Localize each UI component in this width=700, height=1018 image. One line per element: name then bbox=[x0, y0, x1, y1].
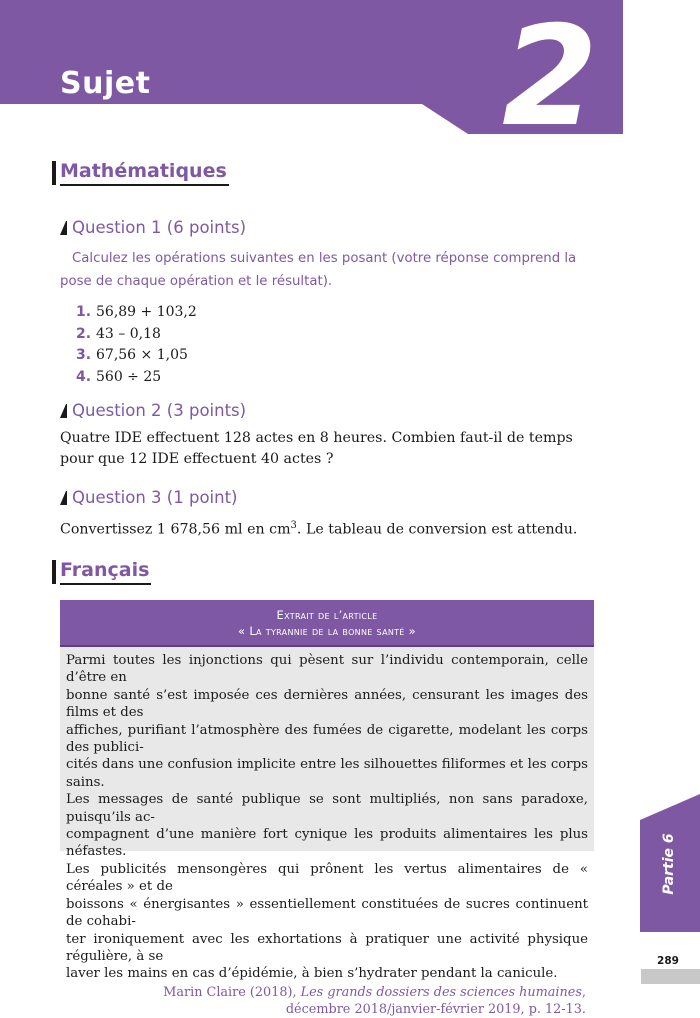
heading-accent-icon bbox=[52, 161, 56, 185]
list-item-expression: 67,56 × 1,05 bbox=[96, 347, 188, 363]
heading-accent-icon bbox=[60, 491, 67, 505]
extract-line: compagnent d’une manière fort cynique les produits alimentaires les plus néfastes. bbox=[66, 827, 588, 860]
extract-title-line-2: « La tyrannie de la bonne santé » bbox=[238, 624, 416, 638]
list-item bbox=[76, 302, 197, 324]
page-number-bar bbox=[641, 969, 700, 984]
page-title: Sujet bbox=[60, 66, 151, 101]
list-item-number: 2. bbox=[76, 325, 92, 342]
list-item-number: 4. bbox=[76, 368, 92, 385]
list-item-expression: 56,89 + 103,2 bbox=[96, 304, 197, 320]
section-heading-math bbox=[60, 160, 229, 186]
extract-line: laver les mains en cas d’épidémie, à bien s’hydrater pendant la canicule. bbox=[66, 966, 558, 982]
question-3-heading bbox=[72, 488, 237, 507]
section-heading-french-label: Français bbox=[60, 559, 150, 581]
question-2-heading-label: Question 2 (3 points) bbox=[72, 401, 247, 420]
extract-line: Parmi toutes les injonctions qui pèsent sur l’individu contemporain, celle d’être en bbox=[66, 653, 588, 686]
heading-accent-icon bbox=[52, 560, 56, 584]
question-2-heading bbox=[72, 401, 246, 420]
question-3-text bbox=[60, 515, 600, 541]
question-3-superscript: 3 bbox=[290, 520, 297, 531]
extract-line: cités dans une confusion implicite entre les silhouettes filiformes et les corps sains. bbox=[66, 757, 588, 790]
extract-line: Les messages de santé publique se sont multipliés, non sans paradoxe, puisqu’ils ac- bbox=[66, 792, 588, 825]
extract-box bbox=[60, 600, 594, 1017]
list-item bbox=[76, 324, 197, 346]
source-punctuation: , bbox=[581, 984, 586, 1000]
heading-accent-icon bbox=[60, 404, 67, 418]
list-item-number: 3. bbox=[76, 347, 92, 363]
operations-list bbox=[76, 302, 197, 388]
question-2-text: Quatre IDE effectuent 128 actes en 8 heures. Combien faut-il de temps pour que 12 IDE effectuent 40 actes ? bbox=[60, 430, 573, 467]
extract-line: boissons « énergisantes » essentiellement constituées de sucres continuent de cohabi- bbox=[66, 896, 588, 930]
subject-number: 2 bbox=[501, 0, 599, 157]
page-number: 289 bbox=[657, 955, 679, 967]
list-item bbox=[76, 345, 197, 367]
source-author: Marin Claire (2018), bbox=[163, 984, 301, 1000]
extract-source bbox=[60, 983, 594, 1018]
question-1-instruction: Calculez les opérations suivantes en les posant (votre réponse comprend la pose de chaque opération et le résultat). bbox=[60, 251, 577, 289]
question-1-heading-label: Question 1 (6 points) bbox=[72, 218, 247, 237]
extract-line: bonne santé s’est imposée ces dernières années, censurant les images des films et des bbox=[66, 687, 588, 721]
extract-header bbox=[60, 600, 594, 647]
heading-accent-icon bbox=[60, 221, 67, 235]
extract-line: Les publicités mensongères qui prônent les vertus alimentaires de « céréales » et de bbox=[66, 861, 588, 895]
header-band bbox=[0, 0, 700, 157]
extract-source-line-2: décembre 2018/janvier-février 2019, p. 12-13. bbox=[285, 1001, 586, 1017]
extract-line: affiches, purifiant l’atmosphère des fumées de cigarette, modelant les corps des publici- bbox=[66, 722, 588, 756]
section-heading-math-label: Mathématiques bbox=[60, 160, 227, 182]
extract-body bbox=[60, 647, 594, 983]
side-tab-label: Partie 6 bbox=[661, 833, 677, 895]
list-item-expression: 43 – 0,18 bbox=[96, 325, 161, 342]
list-item-expression: 560 ÷ 25 bbox=[96, 368, 162, 385]
extract-line: ter ironiquement avec les exhortations à pratiquer une activité physique régulière, à se bbox=[66, 931, 588, 964]
question-3-text-main: Convertissez 1 678,56 ml en cm bbox=[60, 521, 291, 538]
source-title: Les grands dossiers des sciences humaines bbox=[300, 984, 582, 1000]
extract-source-line-1 bbox=[66, 984, 586, 1001]
question-3-heading-label: Question 3 (1 point) bbox=[72, 488, 238, 507]
question-3-text-tail: . Le tableau de conversion est attendu. bbox=[296, 521, 578, 538]
list-item bbox=[76, 367, 197, 389]
list-item-number: 1. bbox=[76, 304, 92, 320]
question-1-heading bbox=[72, 218, 246, 237]
extract-title-line-1: Extrait de l’article bbox=[276, 608, 378, 622]
section-heading-french bbox=[60, 559, 151, 585]
